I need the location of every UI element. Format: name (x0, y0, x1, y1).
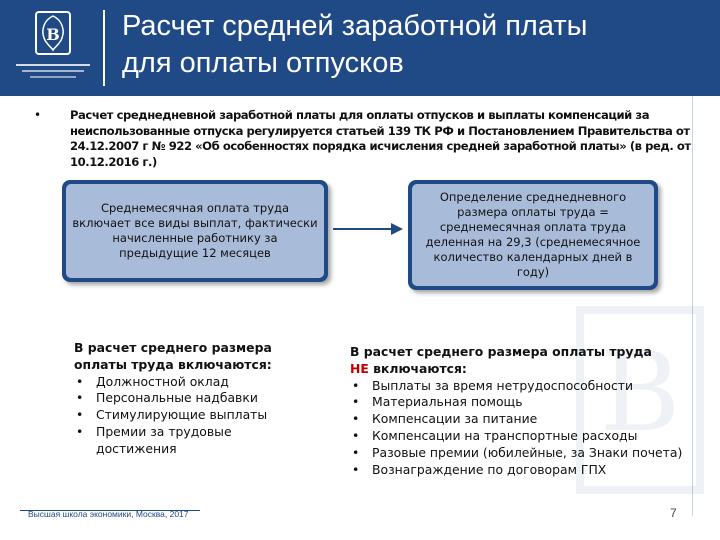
list-item: • Премии за трудовые достижения (74, 424, 284, 458)
included-list-block (74, 340, 284, 458)
excluded-title (350, 344, 695, 378)
intro-bullet: • (34, 108, 42, 122)
intro-paragraph: Расчет среднедневной заработной платы для оплаты отпусков и выплаты компенсаций за неиспользованные отпуска регулируется статьей 139 ТК РФ и Постановлением Правительства от 24.12.2007 г № 922 «Об особенностях порядка исчисления средней заработной платы» (в ред. от 10.12.2016 г.) (70, 108, 691, 169)
list-item: • Компенсации на транспортные расходы (350, 428, 695, 445)
list-item: • Стимулирующие выплаты (74, 407, 284, 424)
list-item: • Выплаты за время нетрудоспособности (350, 378, 695, 395)
list-item: • Вознаграждение по договорам ГПХ (350, 462, 695, 479)
box-average-monthly (62, 180, 328, 282)
excluded-list-block (350, 344, 695, 478)
page-title-line1: Расчет средней заработной платы (122, 10, 588, 42)
list-item: • Компенсации за питание (350, 411, 695, 428)
svg-text:В: В (46, 25, 60, 44)
slide-header (0, 0, 720, 96)
list-item: • Разовые премии (юбилейные, за Знаки почета) (350, 445, 695, 462)
included-title: В расчет среднего размера оплаты труда включаются: (74, 340, 272, 372)
box-daily-calculation (408, 180, 658, 290)
excluded-title-rest: включаются: (368, 360, 467, 376)
box-daily-calculation-text: Определение среднедневного размера оплаты труда = среднемесячная оплата труда деленная на 29,3 (среднемесячное количество календарных дней в году) (412, 184, 654, 286)
excluded-title-line1: В расчет среднего размера оплаты труда (350, 344, 652, 359)
list-item: • Материальная помощь (350, 394, 695, 411)
footer-text: Высшая школа экономики, Москва, 2017 (28, 509, 189, 519)
svg-text:В: В (599, 328, 681, 456)
list-item: • Должностной оклад (74, 374, 284, 391)
header-separator (103, 10, 105, 86)
hse-emblem-icon (8, 8, 98, 88)
list-item: • Персональные надбавки (74, 390, 284, 407)
included-list (74, 374, 284, 458)
box-average-monthly-text: Среднемесячная оплата труда включает все виды выплат, фактически начисленные работнику за предыдущие 12 месяцев (66, 184, 324, 278)
excluded-title-not: НЕ (350, 360, 369, 376)
arrow-right-icon (333, 222, 403, 236)
page-number: 7 (670, 506, 677, 520)
page-title (122, 8, 712, 82)
excluded-list (350, 378, 695, 479)
page-title-line2: для оплаты отпусков (122, 47, 404, 79)
